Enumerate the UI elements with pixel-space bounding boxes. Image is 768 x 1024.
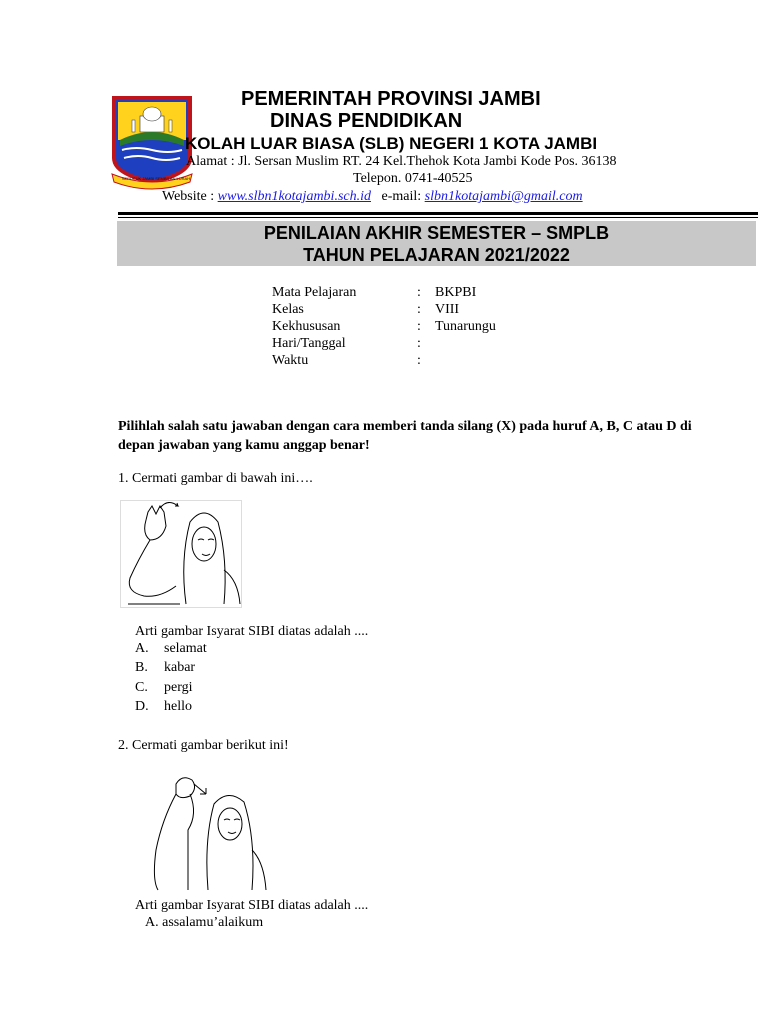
question-1-prompt	[118, 471, 313, 487]
info-separator: :	[417, 353, 421, 368]
option-letter: D.	[135, 699, 149, 714]
info-label: Mata Pelajaran	[272, 285, 357, 300]
exam-title: PENILAIAN AKHIR SEMESTER – SMPLB	[263, 223, 610, 243]
answer-option[interactable]	[135, 641, 207, 657]
info-row	[272, 301, 496, 318]
government-name: PEMERINTAH PROVINSI JAMBI	[241, 88, 541, 110]
info-separator: :	[417, 285, 421, 300]
sign-language-illustration	[148, 770, 268, 892]
question-number: 1.	[118, 471, 129, 486]
school-address: Alamat : Jl. Sersan Muslim RT. 24 Kel.Thehok Kota Jambi Kode Pos. 36138	[186, 154, 617, 169]
info-separator: :	[417, 319, 421, 334]
info-label: Kelas	[272, 302, 304, 317]
instruction-text: Pilihlah salah satu jawaban dengan cara memberi tanda silang (X) pada huruf A, B, C atau D di depan jawaban yang kamu anggap benar!	[118, 419, 692, 453]
option-letter: A.	[145, 915, 159, 930]
header-rule-thick	[118, 212, 758, 215]
option-text: pergi	[164, 680, 193, 695]
exam-info-table	[272, 284, 496, 369]
logo-ribbon-text: SEPUCUK JAMBI SEMBILAN LURAH	[121, 176, 191, 181]
option-text: assalamu’alaikum	[162, 915, 264, 930]
info-row	[272, 284, 496, 301]
answer-option[interactable]	[145, 915, 263, 931]
sign-language-illustration	[120, 500, 242, 608]
exam-year: TAHUN PELAJARAN 2021/2022	[303, 245, 570, 265]
question-stem: Arti gambar Isyarat SIBI diatas adalah ....	[135, 624, 369, 639]
website-label: Website :	[162, 189, 215, 204]
answer-option[interactable]	[135, 680, 193, 696]
info-row	[272, 352, 496, 369]
header-rule-thin	[118, 217, 758, 218]
info-label: Hari/Tanggal	[272, 336, 346, 351]
info-separator: :	[417, 336, 421, 351]
email-label: e-mail:	[381, 189, 422, 204]
email-link[interactable]: slbn1kotajambi@gmail.com	[424, 189, 583, 204]
school-name: KOLAH LUAR BIASA (SLB) NEGERI 1 KOTA JAMBI	[185, 134, 598, 153]
option-letter: B.	[135, 660, 148, 675]
info-label: Kekhususan	[272, 319, 341, 334]
question-stem: Arti gambar Isyarat SIBI diatas adalah ....	[135, 898, 369, 913]
question-2-prompt	[118, 738, 289, 754]
contact-line	[162, 189, 583, 205]
option-text: kabar	[164, 660, 196, 675]
website-link[interactable]: www.slbn1kotajambi.sch.id	[217, 189, 371, 204]
question-prompt: Cermati gambar berikut ini!	[132, 738, 289, 753]
question-number: 2.	[118, 738, 129, 753]
info-value: BKPBI	[435, 285, 477, 300]
info-separator: :	[417, 302, 421, 317]
info-label: Waktu	[272, 353, 309, 368]
answer-option[interactable]	[135, 660, 195, 676]
option-text: selamat	[164, 641, 207, 656]
exam-title-band	[117, 221, 756, 266]
question-prompt: Cermati gambar di bawah ini….	[132, 471, 313, 486]
answer-option[interactable]	[135, 699, 192, 715]
option-text: hello	[164, 699, 192, 714]
info-value: Tunarungu	[435, 319, 496, 334]
option-letter: A.	[135, 641, 149, 656]
info-row	[272, 318, 496, 335]
school-phone: Telepon. 0741-40525	[353, 171, 473, 186]
option-letter: C.	[135, 680, 148, 695]
info-row	[272, 335, 496, 352]
department-name: DINAS PENDIDIKAN	[270, 110, 463, 132]
info-value: VIII	[435, 302, 460, 317]
